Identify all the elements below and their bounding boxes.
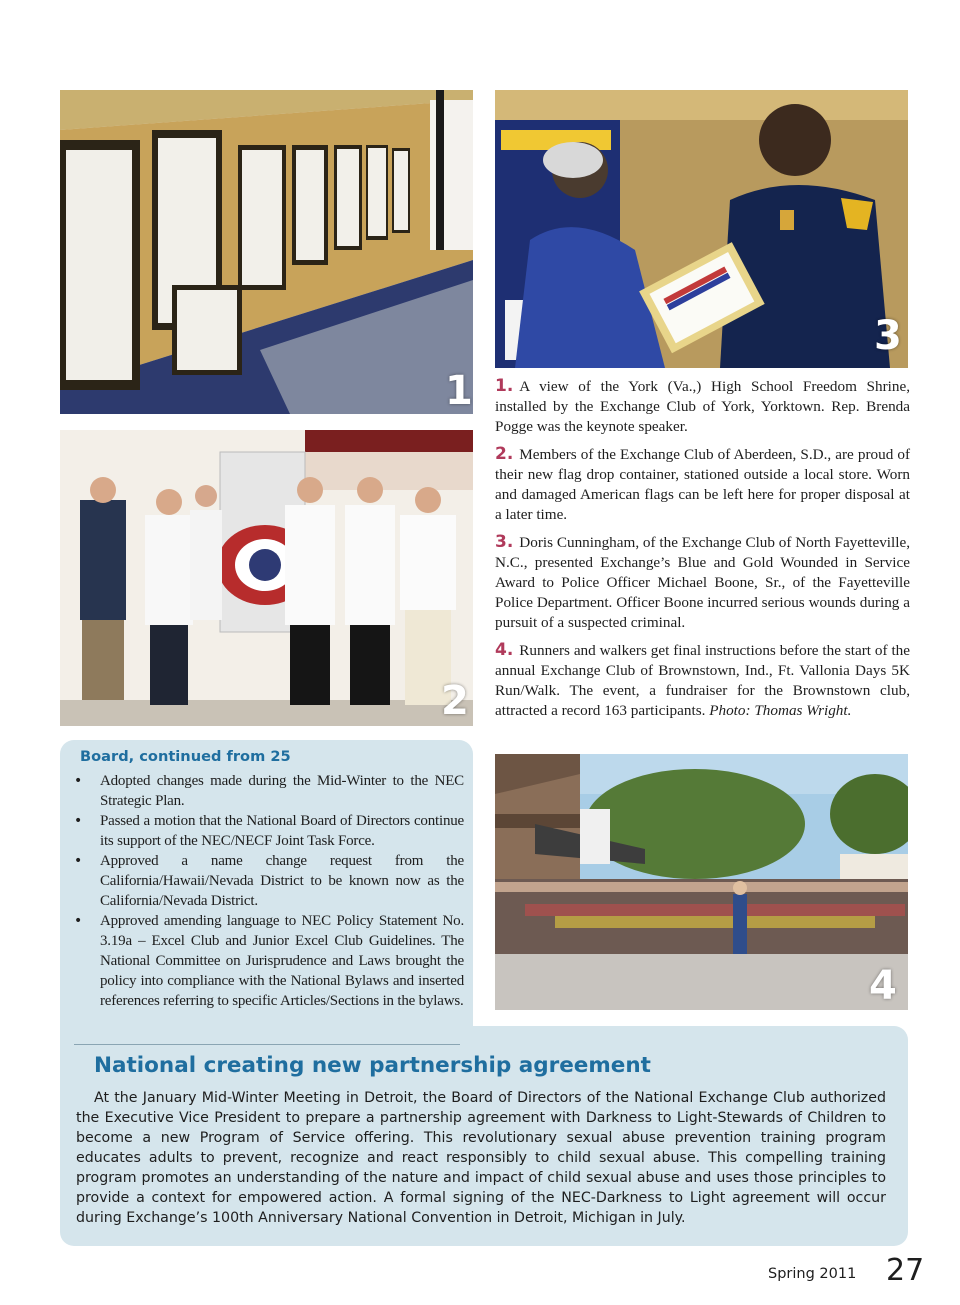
photo-5k-run bbox=[495, 754, 908, 1010]
photo-flag-drop-group-icon bbox=[60, 430, 473, 726]
article-body: At the January Mid-Winter Meeting in Detroit, the Board of Directors of the National Exchange Club authorized the Executive Vice President to prepare a partnership agreement with Darkness to Light-Stewards of Children to become a new Program of Service offering. This revolutionary sexual abuse prevention training program educates adults to prevent, recognize and react responsibly to child sexual abuse. This compelling training program promotes an understanding of the nature and impact of child sexual abuse and uses those principles to provide a context for empowered action. A formal signing of the NEC-Darkness to Light agreement will occur during Exchange’s 100th Anniversary National Convention in Detroit, Michigan in July. bbox=[76, 1090, 886, 1226]
photo-captions bbox=[495, 376, 910, 728]
board-heading: Board, continued from 25 bbox=[80, 748, 291, 765]
bullet-icon: • bbox=[74, 853, 83, 869]
divider bbox=[74, 1044, 460, 1045]
caption-2 bbox=[495, 444, 910, 525]
list-item bbox=[74, 911, 464, 1011]
list-item-text: Approved a name change request from the California/Hawaii/Nevada District to be known now as the California/Nevada District. bbox=[100, 853, 464, 909]
caption-text: Runners and walkers get final instructions before the start of the annual Exchange Club of Brownstown, Ind., Ft. Vallonia Days 5K Run/Walk. The event, a fundraiser for the Brownstown club, attracted a record 163 participants. bbox=[495, 642, 910, 719]
list-item-text: Approved amending language to NEC Policy Statement No. 3.19a – Excel Club and Junior Excel Club Guidelines. The National Committee on Jurisprudence and Laws brought the policy into compliance with the National Bylaws and inserted references referring to specific Articles/Sections in the bylaws. bbox=[100, 913, 464, 1009]
caption-number: 4. bbox=[495, 640, 514, 660]
photo-number: 2 bbox=[441, 678, 469, 724]
board-continued-box bbox=[74, 748, 464, 1011]
photo-number: 3 bbox=[874, 313, 902, 359]
page-number: 27 bbox=[886, 1253, 925, 1288]
photo-credit: Photo: Thomas Wright. bbox=[709, 702, 852, 719]
bullet-icon: • bbox=[74, 813, 83, 829]
bullet-icon: • bbox=[74, 913, 83, 929]
caption-text: Members of the Exchange Club of Aberdeen, S.D., are proud of their new flag drop container, stationed outside a local store. Worn and damaged American flags can be left here for proper disposal at a later time. bbox=[495, 446, 910, 523]
photo-number: 1 bbox=[445, 368, 473, 414]
list-item-text: Passed a motion that the National Board of Directors continue its support of the NEC/NECF Joint Task Force. bbox=[100, 813, 464, 849]
caption-number: 3. bbox=[495, 532, 514, 552]
photo-award-presentation bbox=[495, 90, 908, 368]
list-item bbox=[74, 771, 464, 811]
caption-text: Doris Cunningham, of the Exchange Club of North Fayetteville, N.C., presented Exchange’s Blue and Gold Wounded in Service Award to Police Officer Michael Boone, Sr., of the Fayetteville Police Department. Officer Boone incurred serious wounds during a pursuit of a suspected criminal. bbox=[495, 534, 910, 631]
caption-text: A view of the York (Va.,) High School Freedom Shrine, installed by the Exchange Club of York, Yorktown. Rep. Brenda Pogge was the keynote speaker. bbox=[495, 378, 910, 435]
caption-number: 2. bbox=[495, 444, 514, 464]
caption-1 bbox=[495, 376, 910, 437]
article-partnership bbox=[76, 1052, 886, 1228]
bullet-icon: • bbox=[74, 773, 83, 789]
caption-number: 1. bbox=[495, 376, 514, 396]
photo-award-presentation-icon bbox=[495, 90, 908, 368]
article-title: National creating new partnership agreement bbox=[94, 1053, 651, 1078]
board-list bbox=[74, 771, 464, 1011]
photo-number: 4 bbox=[869, 963, 897, 1009]
list-item bbox=[74, 851, 464, 911]
list-item bbox=[74, 811, 464, 851]
photo-flag-drop bbox=[60, 430, 473, 726]
caption-3 bbox=[495, 532, 910, 633]
list-item-text: Adopted changes made during the Mid-Winter to the NEC Strategic Plan. bbox=[100, 773, 464, 809]
issue-season: Spring 2011 bbox=[768, 1266, 857, 1282]
photo-5k-run-start-icon bbox=[495, 754, 908, 1010]
photo-freedom-shrine bbox=[60, 90, 473, 414]
photo-freedom-shrine-wall-icon bbox=[60, 90, 473, 414]
caption-4 bbox=[495, 640, 910, 721]
